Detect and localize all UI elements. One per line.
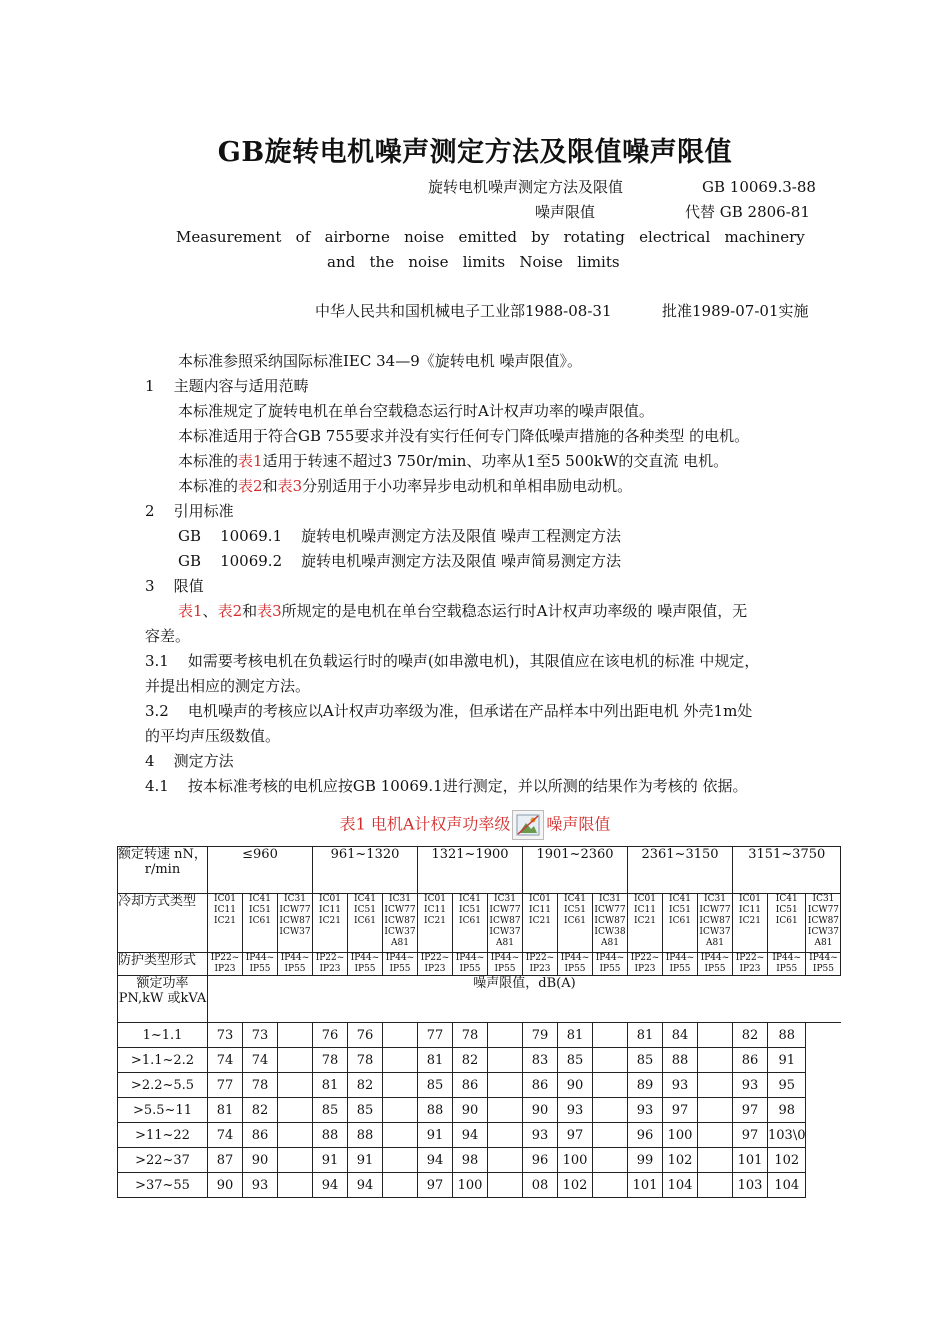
section-4-heading: 4 测定方法 — [145, 752, 234, 770]
noise-value: 73 — [243, 1023, 278, 1048]
cooling-type: IC31 ICW77 ICW87 ICW38 A81 — [593, 894, 628, 953]
noise-value — [383, 1148, 418, 1173]
noise-value: 99 — [628, 1148, 663, 1173]
noise-value: 82 — [348, 1073, 383, 1098]
noise-value: 97 — [558, 1123, 593, 1148]
para-5 — [178, 601, 747, 621]
noise-value — [593, 1073, 628, 1098]
para-1: 本标准规定了旋转电机在单台空载稳态运行时A计权声功率的噪声限值。 — [178, 402, 654, 420]
noise-value: 81 — [208, 1098, 243, 1123]
noise-value: 74 — [208, 1123, 243, 1148]
noise-value: 93 — [628, 1098, 663, 1123]
std-replaces: 代替 GB 2806-81 — [685, 203, 810, 221]
noise-value — [383, 1123, 418, 1148]
para-7: 3.2 电机噪声的考核应以A计权声功率级为准，但承诺在产品样本中列出距电机 外壳1m处 — [145, 702, 753, 720]
noise-limit-table — [117, 846, 841, 1198]
cooling-type: IC31 ICW77 ICW87 ICW37 — [278, 894, 313, 953]
noise-value: 77 — [208, 1073, 243, 1098]
noise-value — [698, 1023, 733, 1048]
noise-value: 86 — [523, 1073, 558, 1098]
speed-header: 1901~2360 — [523, 847, 628, 894]
power-range: >22~37 — [118, 1148, 208, 1173]
table-row — [118, 953, 841, 976]
std-number: GB 10069.3-88 — [702, 178, 816, 196]
cooling-type: IC01 IC11 IC21 — [628, 894, 663, 953]
para-7-cont: 的平均声压级数值。 — [145, 727, 281, 745]
para-6: 3.1 如需要考核电机在负载运行时的噪声(如串激电机)，其限值应在该电机的标准 中规定， — [145, 652, 760, 670]
noise-value — [698, 1098, 733, 1123]
power-range: >11~22 — [118, 1123, 208, 1148]
protection-type: IP44~ IP55 — [243, 953, 278, 976]
noise-value — [488, 1073, 523, 1098]
para-3-text: 本标准的 — [178, 452, 239, 470]
noise-value: 85 — [313, 1098, 348, 1123]
speed-label: 额定转速 nN，r/min — [118, 847, 208, 894]
noise-value: 78 — [313, 1048, 348, 1073]
cooling-type: IC01 IC11 IC21 — [523, 894, 558, 953]
noise-value: 78 — [243, 1073, 278, 1098]
noise-value — [383, 1098, 418, 1123]
noise-value: 81 — [313, 1073, 348, 1098]
noise-value: 97 — [733, 1098, 768, 1123]
cooling-type: IC41 IC51 IC61 — [243, 894, 278, 953]
protection-type: IP44~ IP55 — [453, 953, 488, 976]
protection-type: IP44~ IP55 — [488, 953, 523, 976]
protection-type: IP22~ IP23 — [733, 953, 768, 976]
noise-value — [278, 1048, 313, 1073]
protection-type: IP44~ IP55 — [698, 953, 733, 976]
power-label: 额定功率 PN,kW 或kVA — [118, 976, 208, 1023]
protection-type: IP44~ IP55 — [348, 953, 383, 976]
noise-value — [278, 1098, 313, 1123]
noise-value: 87 — [208, 1148, 243, 1173]
noise-value: 93 — [523, 1123, 558, 1148]
issuer: 中华人民共和国机械电子工业部1988-08-31 — [315, 302, 612, 320]
speed-header: 1321~1900 — [418, 847, 523, 894]
sep: 、 — [202, 602, 218, 620]
table-row — [118, 1073, 841, 1098]
noise-value: 90 — [523, 1098, 558, 1123]
noise-value: 73 — [208, 1023, 243, 1048]
empty-cell — [806, 1123, 841, 1148]
para-3 — [178, 451, 728, 471]
noise-value: 102 — [558, 1173, 593, 1198]
protection-type: IP44~ IP55 — [663, 953, 698, 976]
noise-value: 82 — [243, 1098, 278, 1123]
noise-value: 08 — [523, 1173, 558, 1198]
noise-value: 86 — [243, 1123, 278, 1148]
power-range: 1~1.1 — [118, 1023, 208, 1048]
protection-label: 防护类型形式 — [118, 953, 208, 976]
noise-value: 101 — [733, 1148, 768, 1173]
empty-cell — [806, 1023, 841, 1048]
para-4-text-b: 和 — [262, 477, 278, 495]
para-4-text: 本标准的 — [178, 477, 239, 495]
noise-value: 103 — [733, 1173, 768, 1198]
noise-value: 88 — [313, 1123, 348, 1148]
noise-value: 85 — [628, 1048, 663, 1073]
noise-value — [383, 1023, 418, 1048]
noise-value — [278, 1123, 313, 1148]
noise-value: 100 — [453, 1173, 488, 1198]
table-row — [118, 976, 841, 1023]
noise-value — [698, 1073, 733, 1098]
english-title-2: and the noise limits Noise limits — [327, 253, 620, 271]
noise-value: 88 — [418, 1098, 453, 1123]
noise-value: 93 — [558, 1098, 593, 1123]
noise-value — [383, 1173, 418, 1198]
reference-2: GB 10069.2 旋转电机噪声测定方法及限值 噪声简易测定方法 — [178, 552, 621, 570]
power-range: >5.5~11 — [118, 1098, 208, 1123]
noise-value: 101 — [628, 1173, 663, 1198]
empty-cell — [806, 1073, 841, 1098]
noise-value — [278, 1073, 313, 1098]
cooling-type: IC01 IC11 IC21 — [313, 894, 348, 953]
noise-value: 90 — [453, 1098, 488, 1123]
noise-value: 79 — [523, 1023, 558, 1048]
english-title-1: Measurement of airborne noise emitted by rotating electrical machinery — [176, 228, 805, 246]
noise-value — [593, 1048, 628, 1073]
cooling-type: IC01 IC11 IC21 — [418, 894, 453, 953]
table-row — [118, 894, 841, 953]
noise-value: 76 — [348, 1023, 383, 1048]
noise-value: 91 — [418, 1123, 453, 1148]
empty-cell — [806, 1048, 841, 1073]
table-row — [118, 1123, 841, 1148]
table-caption-text-b: 噪声限值 — [546, 814, 611, 834]
document-title: GB旋转电机噪声测定方法及限值噪声限值 — [217, 137, 733, 168]
noise-limit-label: 噪声限值，dB(A) — [208, 976, 841, 1023]
cooling-label: 冷却方式类型 — [118, 894, 208, 953]
cooling-type: IC31 ICW77 ICW87 ICW37 A81 — [698, 894, 733, 953]
noise-value — [698, 1148, 733, 1173]
para-5-text: 所规定的是电机在单台空载稳态运行时A计权声功率级的 噪声限值，无 — [281, 602, 748, 620]
noise-value: 98 — [768, 1098, 806, 1123]
noise-value — [488, 1123, 523, 1148]
table2-link[interactable]: 表2 — [238, 477, 263, 495]
noise-value: 104 — [663, 1173, 698, 1198]
cooling-type: IC41 IC51 IC61 — [768, 894, 806, 953]
noise-value: 102 — [663, 1148, 698, 1173]
cooling-type: IC41 IC51 IC61 — [453, 894, 488, 953]
empty-cell — [806, 1173, 841, 1198]
noise-value: 83 — [523, 1048, 558, 1073]
noise-value: 93 — [243, 1173, 278, 1198]
table-row — [118, 1098, 841, 1123]
noise-value: 96 — [523, 1148, 558, 1173]
noise-value: 90 — [208, 1173, 243, 1198]
approval-date: 批准1989-07-01实施 — [662, 302, 809, 320]
noise-value — [698, 1048, 733, 1073]
para-3-text-b: 适用于转速不超过3 750r/min、功率从1至5 500kW的交直流 电机。 — [262, 452, 729, 470]
noise-value: 93 — [733, 1073, 768, 1098]
noise-value: 77 — [418, 1023, 453, 1048]
noise-value: 84 — [663, 1023, 698, 1048]
empty-cell — [806, 1148, 841, 1173]
speed-header: 961~1320 — [313, 847, 418, 894]
cooling-type: IC31 ICW77 ICW87 ICW37 A81 — [383, 894, 418, 953]
noise-value: 85 — [418, 1073, 453, 1098]
noise-value: 86 — [453, 1073, 488, 1098]
cooling-type: IC41 IC51 IC61 — [348, 894, 383, 953]
noise-value: 100 — [558, 1148, 593, 1173]
noise-value — [593, 1023, 628, 1048]
noise-value: 91 — [768, 1048, 806, 1073]
noise-value: 104 — [768, 1173, 806, 1198]
noise-value: 81 — [418, 1048, 453, 1073]
noise-value: 88 — [663, 1048, 698, 1073]
noise-value: 88 — [348, 1123, 383, 1148]
protection-type: IP44~ IP55 — [806, 953, 841, 976]
table-row — [118, 1173, 841, 1198]
noise-value — [593, 1148, 628, 1173]
broken-image-icon — [512, 810, 544, 840]
noise-value: 94 — [313, 1173, 348, 1198]
cooling-type: IC31 ICW77 ICW87 ICW37 A81 — [488, 894, 523, 953]
table-row — [118, 1148, 841, 1173]
noise-value — [698, 1173, 733, 1198]
reference-1: GB 10069.1 旋转电机噪声测定方法及限值 噪声工程测定方法 — [178, 527, 621, 545]
power-range: >37~55 — [118, 1173, 208, 1198]
protection-type: IP22~ IP23 — [628, 953, 663, 976]
noise-value — [383, 1048, 418, 1073]
noise-value: 96 — [628, 1123, 663, 1148]
noise-value: 90 — [558, 1073, 593, 1098]
protection-type: IP44~ IP55 — [383, 953, 418, 976]
protection-type: IP44~ IP55 — [768, 953, 806, 976]
noise-value — [488, 1098, 523, 1123]
table2-link-2[interactable]: 表2 — [217, 602, 243, 620]
sep: 和 — [242, 602, 258, 620]
noise-value: 90 — [243, 1148, 278, 1173]
noise-value: 76 — [313, 1023, 348, 1048]
noise-value — [488, 1048, 523, 1073]
noise-value: 86 — [733, 1048, 768, 1073]
noise-value: 89 — [628, 1073, 663, 1098]
speed-header: 3151~3750 — [733, 847, 841, 894]
para-4 — [178, 476, 632, 496]
noise-value: 85 — [348, 1098, 383, 1123]
table-row — [118, 1023, 841, 1048]
noise-value — [488, 1023, 523, 1048]
cooling-type: IC41 IC51 IC61 — [663, 894, 698, 953]
std-subtitle: 噪声限值 — [535, 203, 596, 221]
table-row — [118, 847, 841, 894]
noise-value: 91 — [313, 1148, 348, 1173]
noise-value: 91 — [348, 1148, 383, 1173]
noise-value: 78 — [453, 1023, 488, 1048]
cooling-type: IC41 IC51 IC61 — [558, 894, 593, 953]
noise-value: 94 — [453, 1123, 488, 1148]
table-row — [118, 1048, 841, 1073]
noise-value: 94 — [348, 1173, 383, 1198]
para-intro: 本标准参照采纳国际标准IEC 34—9《旋转电机 噪声限值》。 — [178, 352, 583, 370]
speed-header: ≤960 — [208, 847, 313, 894]
noise-value: 81 — [628, 1023, 663, 1048]
noise-value: 95 — [768, 1073, 806, 1098]
noise-value: 98 — [453, 1148, 488, 1173]
empty-cell — [806, 1098, 841, 1123]
speed-header: 2361~3150 — [628, 847, 733, 894]
noise-value: 74 — [243, 1048, 278, 1073]
table1-link[interactable]: 表1 — [238, 452, 263, 470]
section-1-heading: 1 主题内容与适用范畴 — [145, 377, 309, 395]
noise-value: 94 — [418, 1148, 453, 1173]
section-3-heading: 3 限值 — [145, 577, 204, 595]
cooling-type: IC01 IC11 IC21 — [733, 894, 768, 953]
noise-value: 74 — [208, 1048, 243, 1073]
protection-type: IP22~ IP23 — [418, 953, 453, 976]
noise-value — [593, 1123, 628, 1148]
noise-value: 93 — [663, 1073, 698, 1098]
noise-value — [278, 1023, 313, 1048]
noise-value: 81 — [558, 1023, 593, 1048]
noise-value — [278, 1148, 313, 1173]
section-2-heading: 2 引用标准 — [145, 502, 234, 520]
power-range: >1.1~2.2 — [118, 1048, 208, 1073]
table3-link[interactable]: 表3 — [277, 477, 303, 495]
protection-type: IP44~ IP55 — [558, 953, 593, 976]
noise-value: 97 — [663, 1098, 698, 1123]
noise-value: 97 — [418, 1173, 453, 1198]
table1-link-2[interactable]: 表1 — [178, 602, 203, 620]
noise-value: 100 — [663, 1123, 698, 1148]
para-4-text-c: 分别适用于小功率异步电动机和单相串励电动机。 — [302, 477, 633, 495]
noise-value — [488, 1148, 523, 1173]
noise-value: 97 — [733, 1123, 768, 1148]
noise-value: 85 — [558, 1048, 593, 1073]
noise-value: 88 — [768, 1023, 806, 1048]
para-6-cont: 并提出相应的测定方法。 — [145, 677, 311, 695]
protection-type: IP22~ IP23 — [523, 953, 558, 976]
protection-type: IP22~ IP23 — [208, 953, 243, 976]
std-name: 旋转电机噪声测定方法及限值 — [428, 178, 624, 196]
noise-value — [593, 1098, 628, 1123]
cooling-type: IC01 IC11 IC21 — [208, 894, 243, 953]
noise-value: 78 — [348, 1048, 383, 1073]
noise-value: 103\0 — [768, 1123, 806, 1148]
power-range: >2.2~5.5 — [118, 1073, 208, 1098]
para-5-cont: 容差。 — [145, 627, 191, 645]
para-2: 本标准适用于符合GB 755要求并没有实行任何专门降低噪声措施的各种类型 的电机。 — [178, 427, 750, 445]
protection-type: IP22~ IP23 — [313, 953, 348, 976]
noise-value — [698, 1123, 733, 1148]
noise-value: 82 — [733, 1023, 768, 1048]
noise-value — [278, 1173, 313, 1198]
protection-type: IP44~ IP55 — [278, 953, 313, 976]
table-caption — [0, 810, 950, 840]
noise-value — [488, 1173, 523, 1198]
noise-value — [383, 1073, 418, 1098]
noise-value — [593, 1173, 628, 1198]
noise-value: 82 — [453, 1048, 488, 1073]
cooling-type: IC31 ICW77 ICW87 ICW37 A81 — [806, 894, 841, 953]
noise-value: 102 — [768, 1148, 806, 1173]
table3-link-2[interactable]: 表3 — [257, 602, 282, 620]
table-caption-text: 表1 电机A计权声功率级 — [339, 814, 511, 834]
protection-type: IP44~ IP55 — [593, 953, 628, 976]
para-8: 4.1 按本标准考核的电机应按GB 10069.1进行测定，并以所测的结果作为考核的 依据。 — [145, 777, 748, 795]
